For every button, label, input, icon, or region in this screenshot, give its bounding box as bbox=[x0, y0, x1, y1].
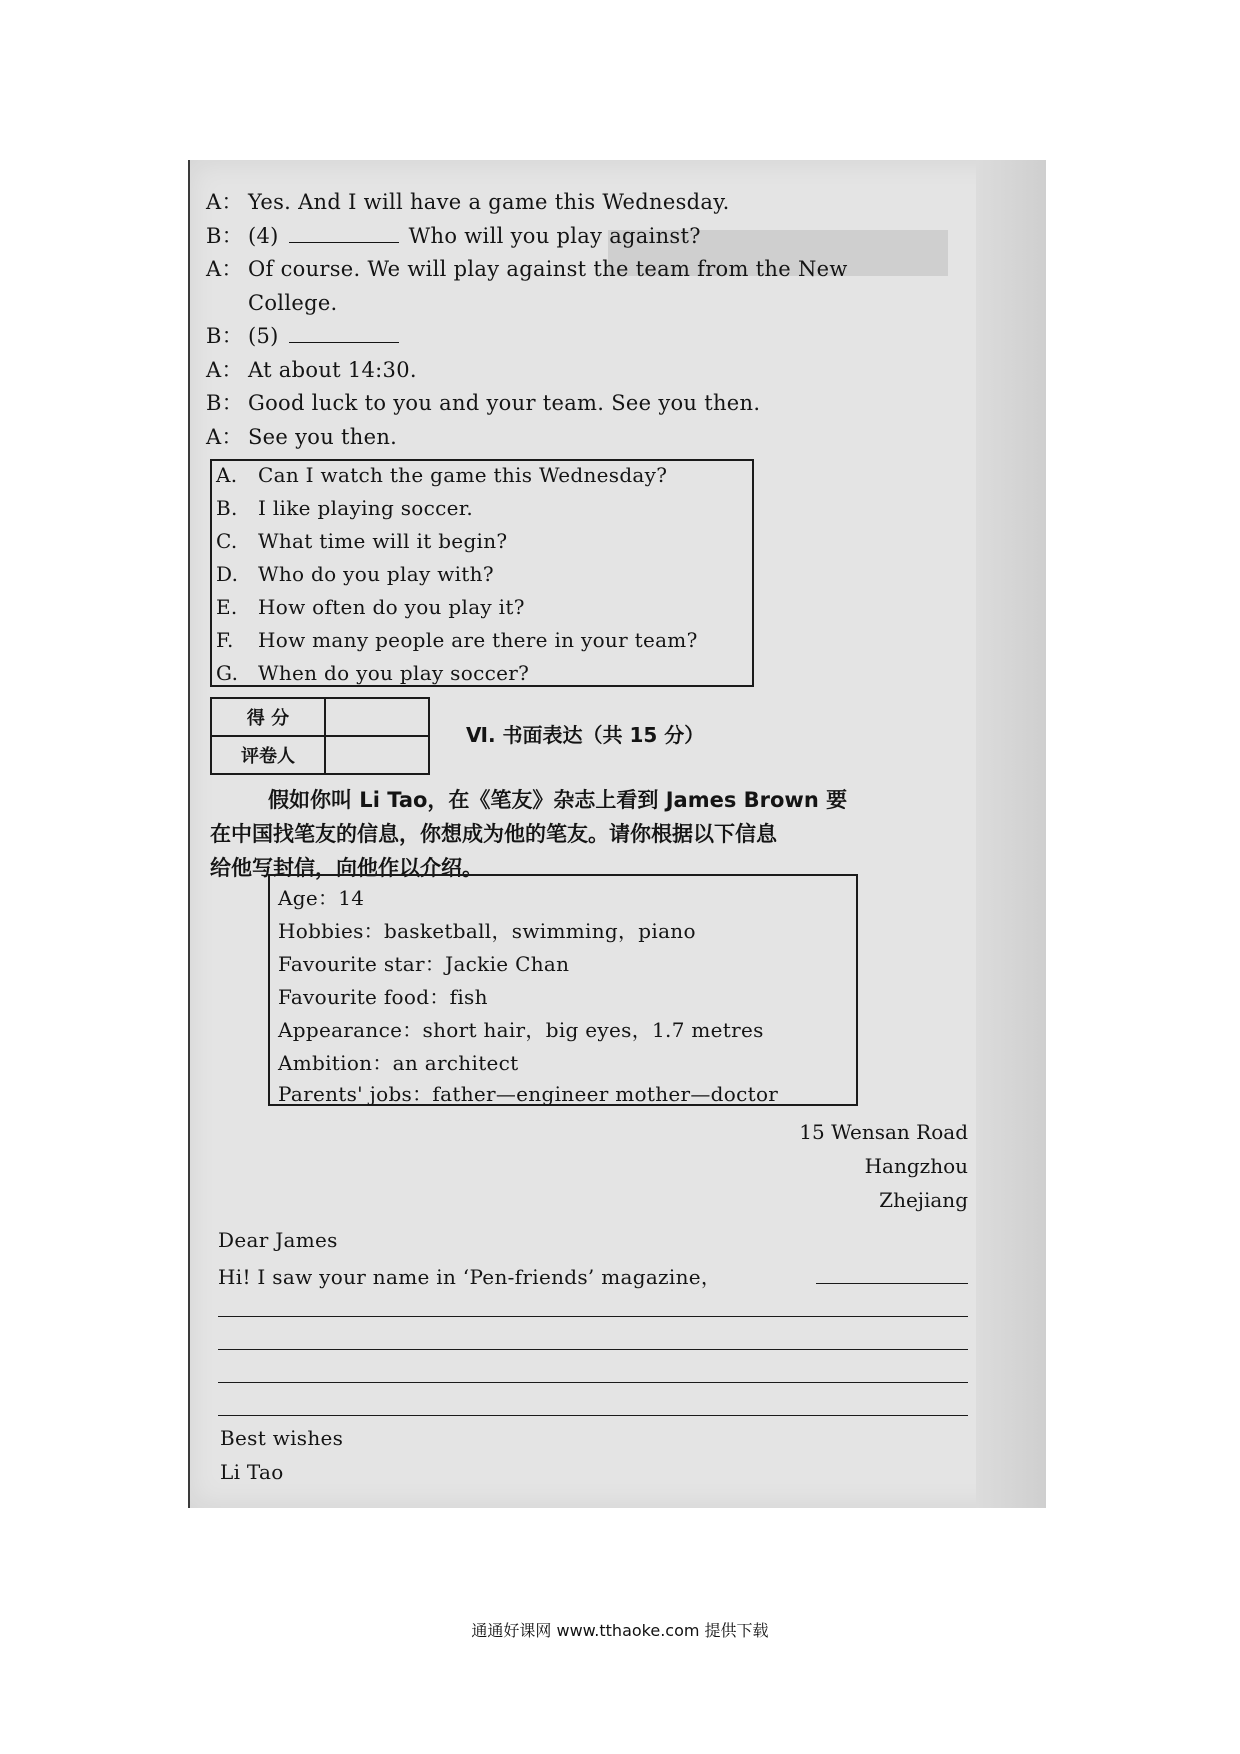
letter-opening: Hi! I saw your name in ‘Pen-friends’ magazine， bbox=[218, 1265, 722, 1289]
address-line: 15 Wensan Road bbox=[799, 1120, 968, 1144]
prompt-line: 在中国找笔友的信息，你想成为他的笔友。请你根据以下信息 bbox=[210, 822, 777, 846]
info-line: Parents' jobs：father—engineer mother—doctor bbox=[278, 1082, 779, 1106]
info-line: Hobbies：basketball，swimming，piano bbox=[278, 919, 696, 943]
address-line: Hangzhou bbox=[864, 1154, 968, 1178]
dialogue-line: A： Of course. We will play against the team from the New bbox=[206, 257, 848, 281]
option-item: B. I like playing soccer. bbox=[216, 496, 474, 520]
info-line: Favourite star：Jackie Chan bbox=[278, 952, 570, 976]
score-label: 得 分 bbox=[211, 698, 325, 736]
letter-closing: Best wishes bbox=[220, 1426, 344, 1450]
info-line: Appearance：short hair，big eyes，1.7 metres bbox=[278, 1018, 764, 1042]
option-item: G. When do you play soccer? bbox=[216, 661, 530, 685]
info-line: Favourite food：fish bbox=[278, 985, 488, 1009]
info-line: Ambition：an architect bbox=[278, 1051, 519, 1075]
dialogue-line: B： (4) Who will you play against? bbox=[206, 223, 701, 248]
writing-line[interactable] bbox=[218, 1415, 968, 1416]
dialogue-line: B： (5) bbox=[206, 320, 986, 354]
option-item: C. What time will it begin? bbox=[216, 529, 508, 553]
footer-credit: 通通好课网 www.tthaoke.com 提供下载 bbox=[471, 1621, 769, 1640]
info-line: Age：14 bbox=[278, 886, 365, 910]
prompt-line: 假如你叫 Li Tao，在《笔友》杂志上看到 James Brown 要 bbox=[268, 788, 848, 812]
grader-label: 评卷人 bbox=[211, 736, 325, 774]
dialogue-line: A： At about 14:30. bbox=[206, 357, 417, 382]
dialogue-line: A： See you then. bbox=[206, 424, 398, 449]
dialogue-line: College. bbox=[248, 290, 338, 315]
option-item: A. Can I watch the game this Wednesday? bbox=[216, 463, 668, 487]
option-item: D. Who do you play with? bbox=[216, 562, 494, 586]
letter-greeting: Dear James bbox=[218, 1228, 338, 1252]
section-title: Ⅵ. 书面表达（共 15 分） bbox=[466, 723, 705, 747]
dialogue-line: B： Good luck to you and your team. See you then. bbox=[206, 391, 761, 415]
writing-line[interactable] bbox=[218, 1316, 968, 1317]
writing-line[interactable] bbox=[816, 1283, 968, 1284]
writing-line[interactable] bbox=[218, 1382, 968, 1383]
address-line: Zhejiang bbox=[879, 1188, 968, 1212]
writing-line[interactable] bbox=[218, 1349, 968, 1350]
option-item: E. How often do you play it? bbox=[216, 595, 525, 619]
option-item: F. How many people are there in your team? bbox=[216, 628, 698, 652]
dialogue-line: A： Yes. And I will have a game this Wednesday. bbox=[206, 190, 730, 214]
letter-signature: Li Tao bbox=[220, 1460, 284, 1484]
bleed-through-band bbox=[976, 160, 1046, 1508]
prompt-line: 给他写封信，向他作以介绍。 bbox=[210, 856, 483, 880]
